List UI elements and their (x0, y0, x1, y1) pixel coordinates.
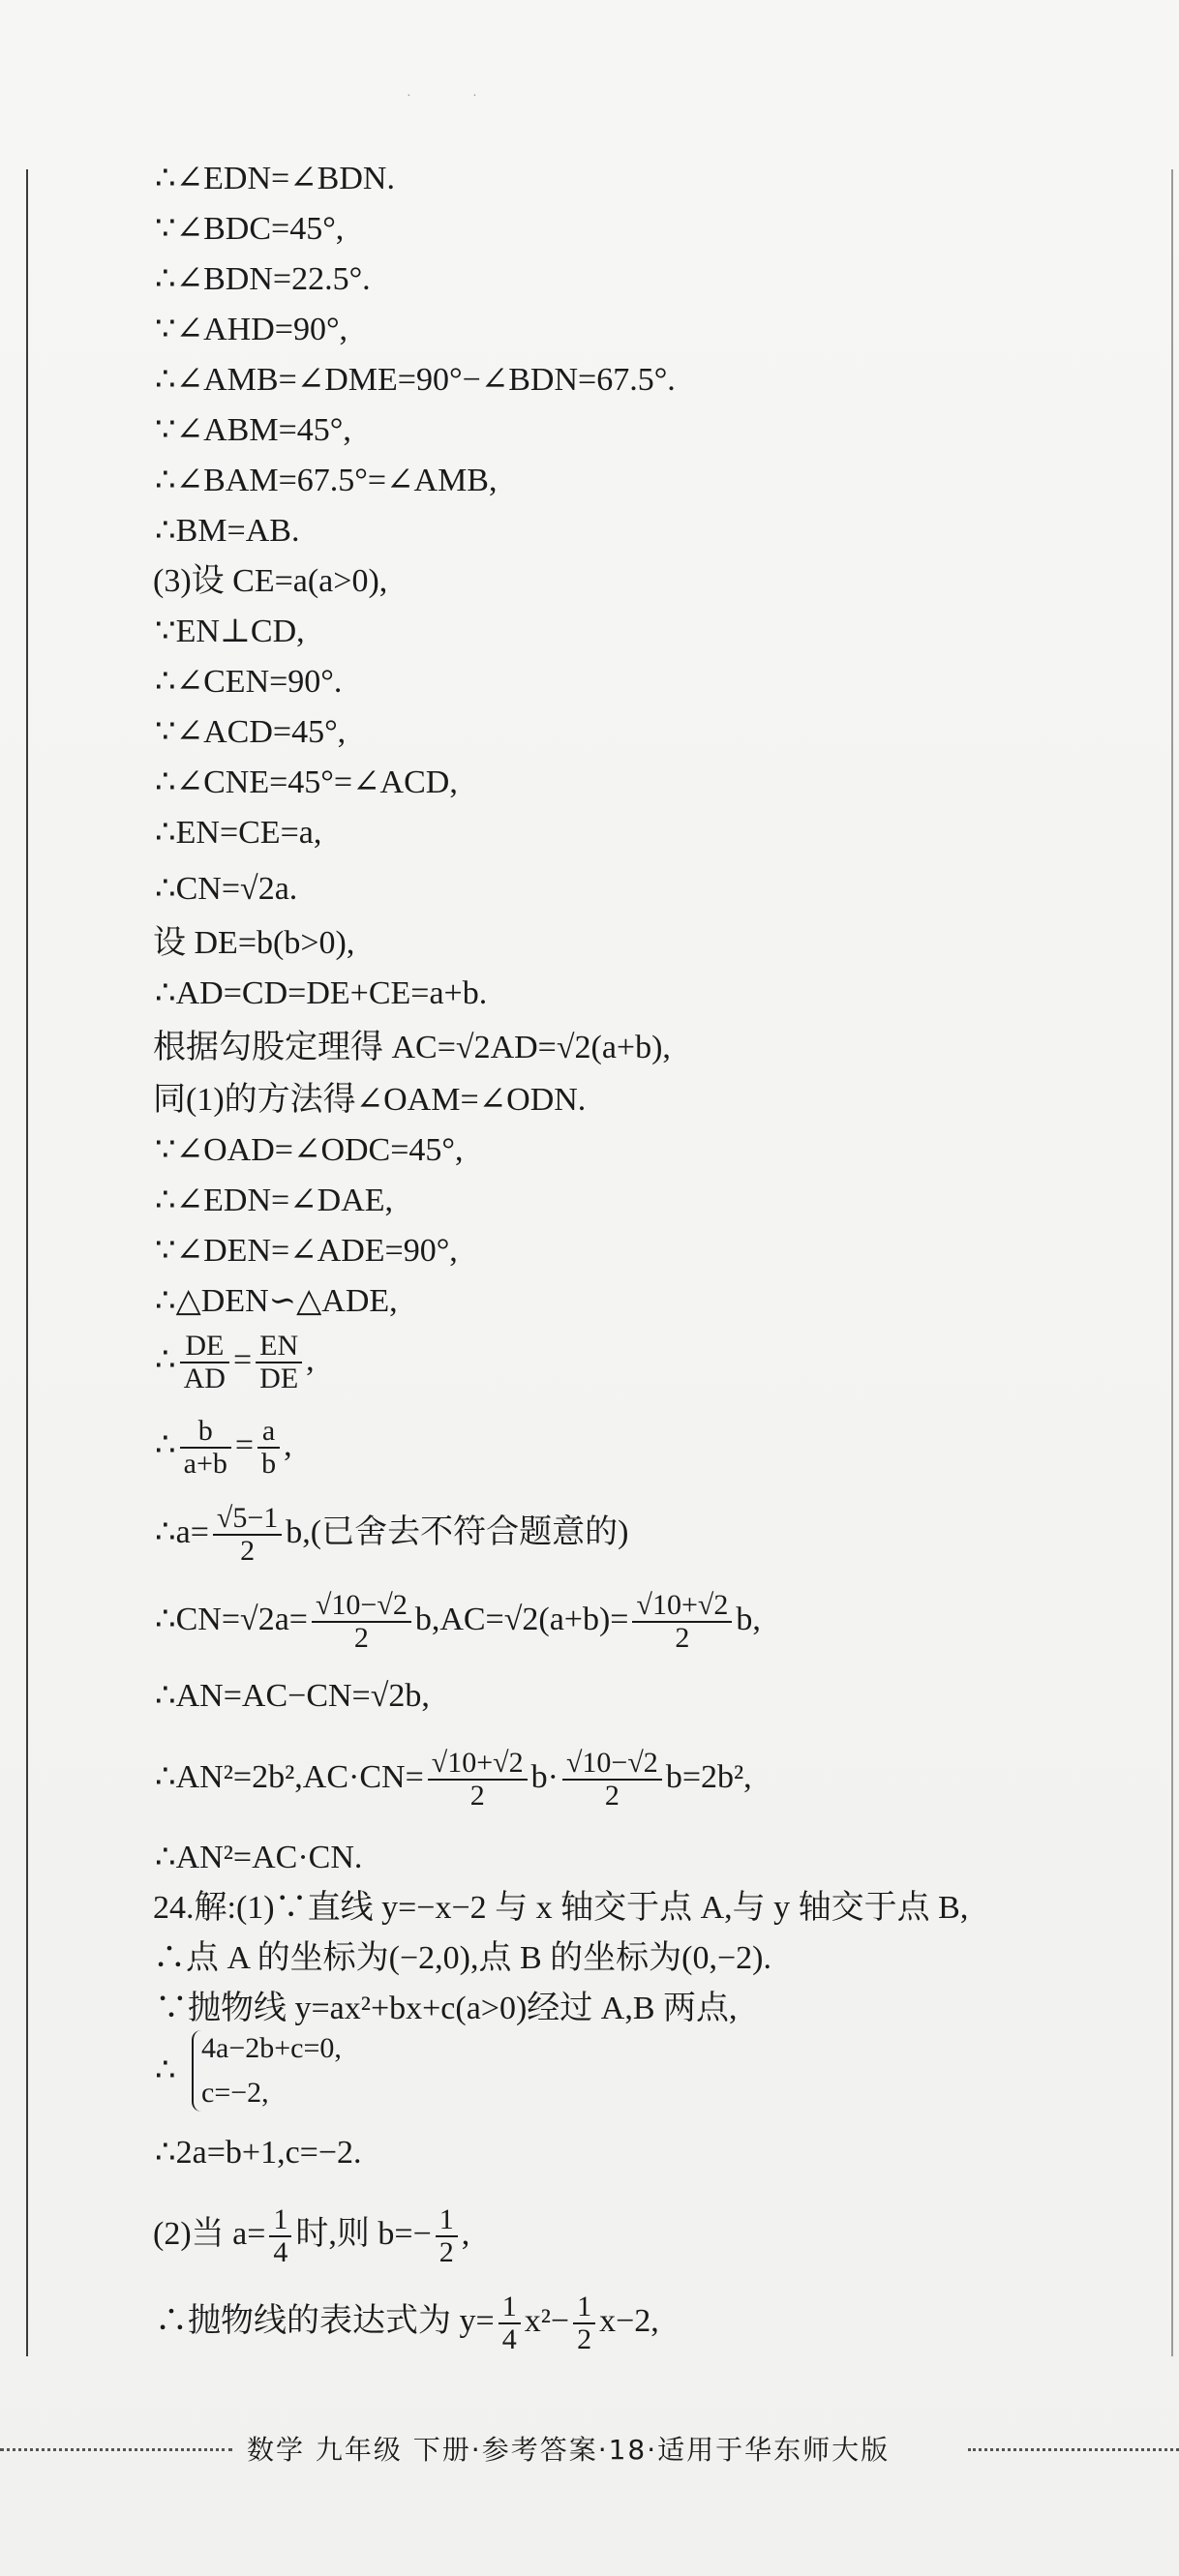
proof-line: ∴∠EDN=∠BDN. (155, 161, 395, 196)
eq-suffix: b,(已舍去不符合题意的) (286, 1513, 629, 1550)
fraction-numerator: 1 (436, 2204, 458, 2237)
fraction (257, 1416, 280, 1480)
fraction (213, 1503, 282, 1567)
eq-middle: x²− (524, 2302, 570, 2339)
system-brace (192, 2030, 207, 2112)
eq-sign: = (234, 1426, 255, 1463)
eq-suffix: , (306, 1341, 315, 1378)
eq-suffix: b=2b², (665, 1758, 752, 1795)
fraction-denominator: 4 (273, 2236, 288, 2268)
proof-line: ∴△DEN∽△ADE, (155, 1283, 398, 1319)
fraction (180, 1331, 229, 1394)
left-margin-rule (26, 169, 28, 2356)
fraction-numerator: √10−√2 (562, 1748, 662, 1781)
proof-line: ∴AN=AC−CN=√2b, (155, 1678, 430, 1714)
proof-line: ∴∠CEN=90°. (155, 664, 343, 700)
fraction-denominator: 2 (577, 2323, 592, 2355)
fraction-equation (155, 1416, 292, 1480)
system-equation-2: c=−2, (201, 2077, 269, 2109)
fraction-numerator: a (257, 1416, 280, 1449)
proof-line: 设 DE=b(b>0), (153, 925, 355, 961)
fraction-numerator: b (180, 1416, 231, 1449)
problem-24-line: ∴点 A 的坐标为(−2,0),点 B 的坐标为(0,−2). (153, 1940, 771, 1976)
fraction-numerator: 1 (573, 2291, 595, 2324)
fraction (632, 1590, 732, 1654)
fraction-numerator: 1 (269, 2204, 291, 2237)
eq-suffix: , (284, 1426, 292, 1463)
proof-line: ∴AD=CD=DE+CE=a+b. (155, 975, 488, 1011)
eq-prefix: ∴AN²=2b²,AC·CN= (155, 1758, 424, 1795)
problem-24-line: 24.解:(1)∵直线 y=−x−2 与 x 轴交于点 A,与 y 轴交于点 B, (153, 1890, 969, 1926)
fraction-denominator: DE (259, 1363, 299, 1394)
fraction (562, 1748, 662, 1812)
eq-middle: 时,则 b=− (295, 2215, 432, 2252)
proof-line: ∵∠AHD=90°, (155, 312, 348, 347)
eq-prefix: ∴抛物线的表达式为 y= (155, 2302, 495, 2339)
fraction (256, 1331, 302, 1394)
eq-suffix: , (461, 2215, 470, 2252)
fraction-equation (155, 2291, 659, 2355)
fraction-numerator: 1 (499, 2291, 521, 2324)
proof-line: ∴∠CNE=45°=∠ACD, (155, 764, 458, 800)
fraction-equation (155, 1590, 761, 1654)
fraction (573, 2291, 595, 2355)
fraction (269, 2204, 291, 2268)
footer-text: 数学 九年级 下册·参考答案·18·适用于华东师大版 (247, 2434, 891, 2466)
proof-line: ∴AN²=AC·CN. (155, 1840, 363, 1875)
page-footer (0, 2429, 1179, 2468)
eq-sign: = (232, 1341, 253, 1378)
fraction-denominator: AD (183, 1363, 226, 1394)
proof-line: ∵∠OAD=∠ODC=45°, (155, 1132, 464, 1168)
fraction (499, 2291, 521, 2355)
fraction-denominator: a+b (183, 1448, 227, 1480)
fraction-equation (155, 1748, 752, 1812)
fraction-numerator: DE (180, 1331, 229, 1363)
proof-line: ∵∠BDC=45°, (155, 211, 345, 247)
fraction-equation (155, 1331, 315, 1394)
fraction (312, 1590, 411, 1654)
right-margin-rule (1171, 169, 1173, 2356)
fraction (180, 1416, 231, 1480)
fraction-equation (155, 1503, 628, 1567)
proof-line: ∴2a=b+1,c=−2. (155, 2135, 362, 2171)
system-equation-1: 4a−2b+c=0, (201, 2032, 342, 2064)
problem-24-line: ∵抛物线 y=ax²+bx+c(a>0)经过 A,B 两点, (155, 1991, 738, 2026)
eq-prefix: ∴ (155, 1341, 176, 1378)
fraction-numerator: √10+√2 (632, 1590, 732, 1623)
eq-prefix: ∴ (155, 1426, 176, 1463)
footer-dotted-rule-left (0, 2448, 232, 2451)
fraction-numerator: EN (256, 1331, 302, 1363)
proof-line: ∴∠BAM=67.5°=∠AMB, (155, 463, 498, 498)
fraction-denominator: b (261, 1448, 277, 1480)
proof-line: 同(1)的方法得∠OAM=∠ODN. (153, 1082, 587, 1118)
eq-suffix: x−2, (599, 2302, 659, 2339)
eq-middle: b,AC=√2(a+b)= (414, 1601, 629, 1637)
proof-line: ∴∠BDN=22.5°. (155, 261, 371, 297)
fraction (428, 1748, 528, 1812)
proof-line: ∴∠AMB=∠DME=90°−∠BDN=67.5°. (155, 362, 676, 398)
proof-line: ∴CN=√2a. (155, 871, 298, 907)
proof-line: ∴BM=AB. (155, 513, 300, 549)
fraction-denominator: 4 (501, 2323, 517, 2355)
fraction-denominator: 2 (675, 1622, 690, 1654)
proof-line: ∴∠EDN=∠DAE, (155, 1183, 394, 1218)
eq-suffix: b, (736, 1601, 761, 1637)
eq-prefix: ∴CN=√2a= (155, 1601, 308, 1637)
fraction (436, 2204, 458, 2268)
proof-line: ∵∠DEN=∠ADE=90°, (155, 1233, 458, 1269)
fraction-equation (153, 2204, 469, 2268)
eq-prefix: ∴a= (155, 1513, 209, 1550)
fraction-denominator: 2 (469, 1780, 485, 1812)
proof-line: ∵∠ACD=45°, (155, 714, 347, 750)
proof-line: ∴EN=CE=a, (155, 815, 322, 851)
eq-prefix: (2)当 a= (153, 2215, 266, 2252)
fraction-numerator: √5−1 (213, 1503, 282, 1536)
proof-line: ∵∠ABM=45°, (155, 412, 351, 448)
proof-line: (3)设 CE=a(a>0), (153, 563, 388, 599)
eq-middle: b· (530, 1758, 559, 1795)
page-top-mark: · · (407, 89, 506, 104)
footer-dotted-rule-right (968, 2448, 1179, 2451)
proof-line: ∵EN⊥CD, (155, 614, 305, 649)
fraction-numerator: √10−√2 (312, 1590, 411, 1623)
system-prefix: ∴ (155, 2052, 176, 2088)
proof-line: 根据勾股定理得 AC=√2AD=√2(a+b), (153, 1030, 671, 1065)
fraction-denominator: 2 (604, 1780, 620, 1812)
fraction-denominator: 2 (353, 1622, 369, 1654)
fraction-denominator: 2 (438, 2236, 454, 2268)
fraction-denominator: 2 (240, 1535, 256, 1567)
fraction-numerator: √10+√2 (428, 1748, 528, 1781)
